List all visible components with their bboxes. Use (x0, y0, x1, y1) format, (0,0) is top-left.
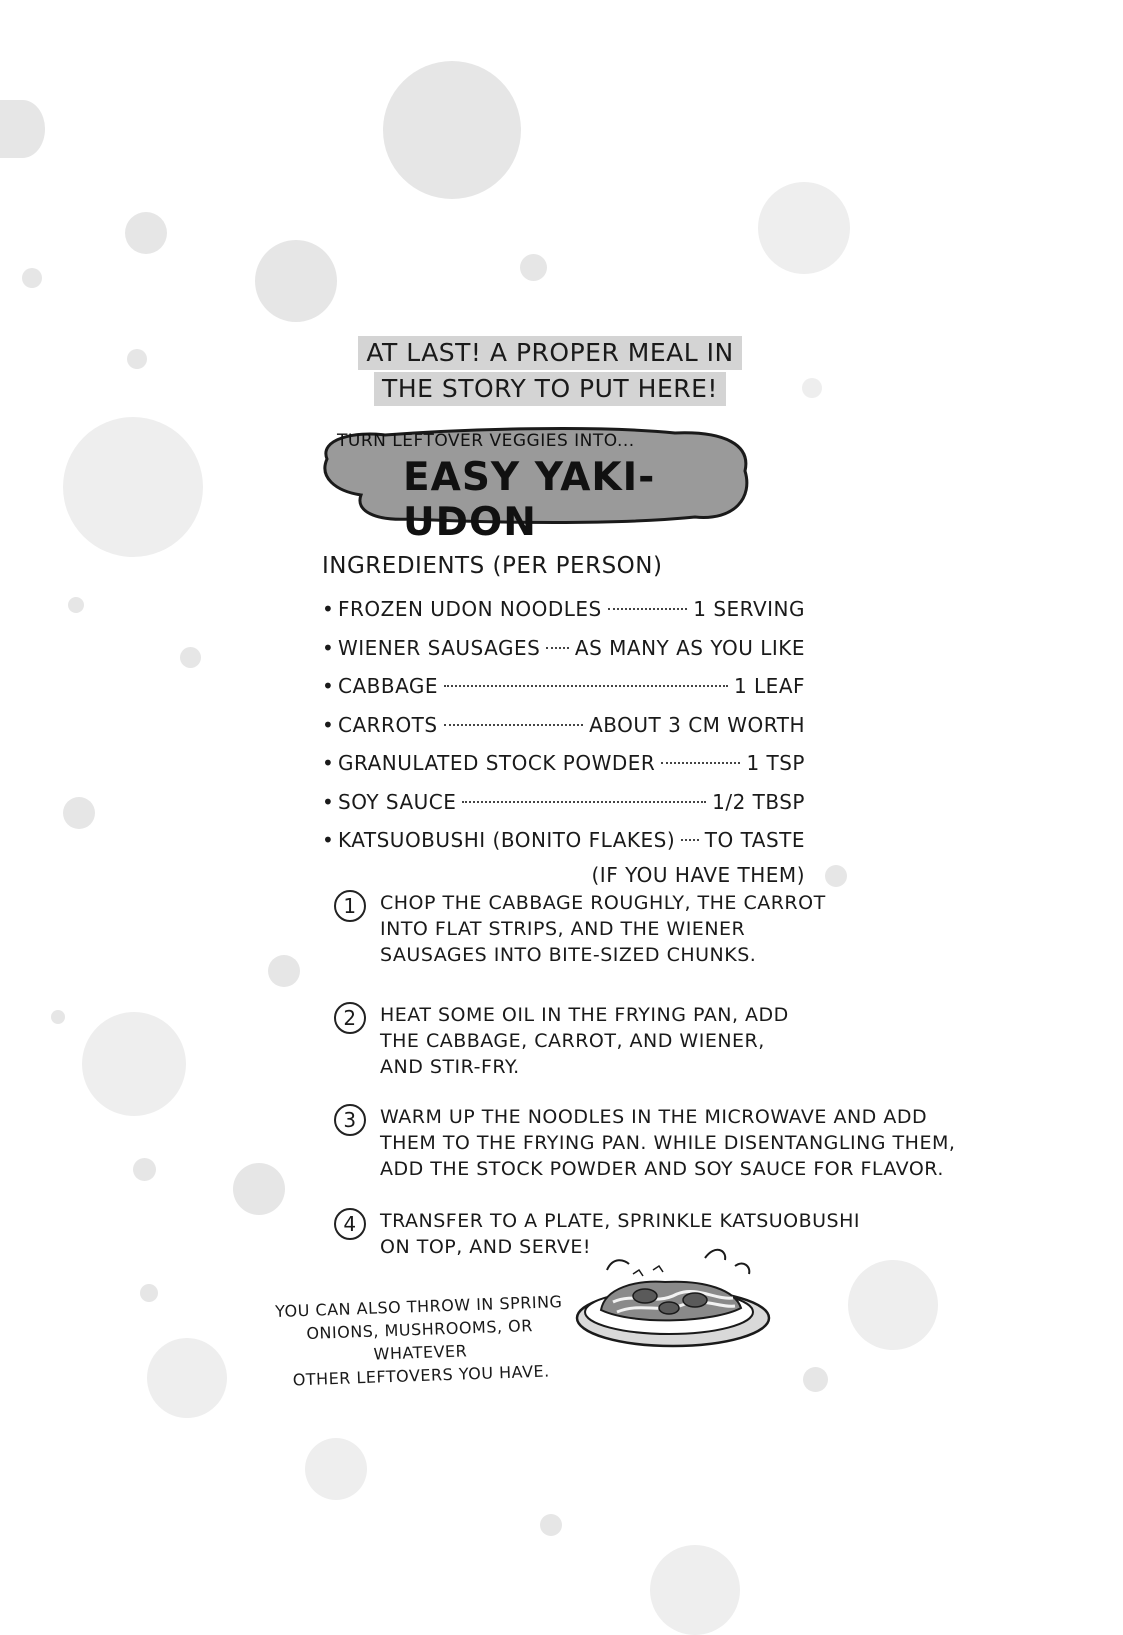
ingredient-amount: ABOUT 3 CM WORTH (589, 712, 805, 737)
bullet: • (322, 751, 335, 775)
dot-leader (444, 724, 584, 726)
bullet: • (322, 674, 335, 698)
background-dot (520, 254, 547, 281)
bullet: • (322, 828, 335, 852)
bullet: • (322, 597, 335, 621)
ingredient-name: CARROTS (338, 712, 438, 737)
headline (350, 335, 750, 407)
step-2 (334, 1002, 789, 1080)
tip-note: YOU CAN ALSO THROW IN SPRING ONIONS, MUSHROOMS, OR WHATEVER OTHER LEFTOVERS YOU HAVE. (274, 1292, 563, 1390)
ingredient-row (322, 744, 805, 783)
ingredients-heading: INGREDIENTS (PER PERSON) (322, 553, 663, 579)
step-text: HEAT SOME OIL IN THE FRYING PAN, ADD THE CABBAGE, CARROT, AND WIENER, AND STIR-FRY. (380, 1004, 789, 1078)
ingredient-name: CABBAGE (338, 674, 439, 698)
background-dot (63, 417, 203, 557)
ingredient-row (322, 629, 805, 668)
step-number: 4 (334, 1208, 366, 1240)
dot-leader (681, 839, 699, 841)
background-dot (383, 61, 521, 199)
recipe-title: EASY YAKI-UDON (403, 455, 656, 545)
background-dot (255, 240, 337, 322)
dot-leader (462, 801, 706, 803)
background-dot (305, 1438, 367, 1500)
ingredient-amount: 1 SERVING (693, 597, 805, 621)
step-number: 2 (334, 1002, 366, 1034)
step-text: TRANSFER TO A PLATE, SPRINKLE KATSUOBUSHI ON TOP, AND SERVE! (380, 1210, 861, 1258)
ingredient-name: WIENER SAUSAGES (338, 635, 541, 660)
ingredient-amount: 1 TSP (746, 751, 805, 775)
ingredient-amount: TO TASTE (704, 828, 805, 852)
background-dot (758, 182, 850, 274)
headline-line-1: AT LAST! A PROPER MEAL IN (358, 336, 741, 370)
bullet: • (322, 712, 335, 737)
background-dot (233, 1163, 285, 1215)
background-dot (0, 100, 45, 158)
ingredients-section (322, 550, 822, 890)
step-number: 3 (334, 1104, 366, 1136)
ingredient-name: KATSUOBUSHI (BONITO FLAKES) (338, 828, 676, 852)
background-dot (140, 1284, 158, 1302)
dot-leader (546, 647, 569, 649)
step-1 (334, 890, 826, 968)
background-dot (63, 797, 95, 829)
dot-leader (608, 608, 688, 610)
background-dot (125, 212, 167, 254)
ingredient-row (322, 706, 805, 745)
step-3 (334, 1104, 955, 1182)
ingredient-row (322, 783, 805, 822)
background-dot (82, 1012, 186, 1116)
ingredient-amount: 1 LEAF (733, 674, 805, 698)
background-dot (127, 349, 147, 369)
bullet: • (322, 635, 335, 660)
background-dot (180, 647, 201, 668)
background-dot (22, 268, 42, 288)
ingredient-amount: AS MANY AS YOU LIKE (574, 635, 805, 660)
ingredient-amount: 1/2 TBSP (712, 789, 805, 814)
title-kicker: TURN LEFTOVER VEGGIES INTO... (337, 431, 635, 451)
background-dot (268, 955, 300, 987)
headline-line-2: THE STORY TO PUT HERE! (374, 372, 726, 406)
ingredient-row (322, 821, 805, 860)
background-dot (802, 378, 822, 398)
background-dot (825, 865, 847, 887)
background-dot (147, 1338, 227, 1418)
ingredient-name: SOY SAUCE (338, 789, 457, 814)
background-dot (540, 1514, 562, 1536)
yaki-udon-plate-illustration (565, 1240, 775, 1354)
ingredient-note: (IF YOU HAVE THEM) (591, 862, 805, 887)
background-dot (803, 1367, 828, 1392)
background-dot (133, 1158, 156, 1181)
ingredient-name: GRANULATED STOCK POWDER (338, 751, 656, 775)
bullet: • (322, 789, 335, 814)
title-banner (315, 425, 755, 545)
step-text: CHOP THE CABBAGE ROUGHLY, THE CARROT INTO FLAT STRIPS, AND THE WIENER SAUSAGES INTO BITE-SIZED CHUNKS. (380, 892, 826, 966)
ingredient-name: FROZEN UDON NOODLES (338, 597, 602, 621)
background-dot (51, 1010, 65, 1024)
dot-leader (661, 762, 740, 764)
background-dot (848, 1260, 938, 1350)
ingredient-row (322, 667, 805, 706)
step-number: 1 (334, 890, 366, 922)
background-dot (650, 1545, 740, 1635)
step-text: WARM UP THE NOODLES IN THE MICROWAVE AND ADD THEM TO THE FRYING PAN. WHILE DISENTANGLING THEM, ADD THE STOCK POWDER AND SOY SAUCE FOR FLAVOR. (380, 1106, 956, 1180)
background-dot (68, 597, 84, 613)
ingredient-row (322, 590, 805, 629)
dot-leader (444, 685, 728, 687)
